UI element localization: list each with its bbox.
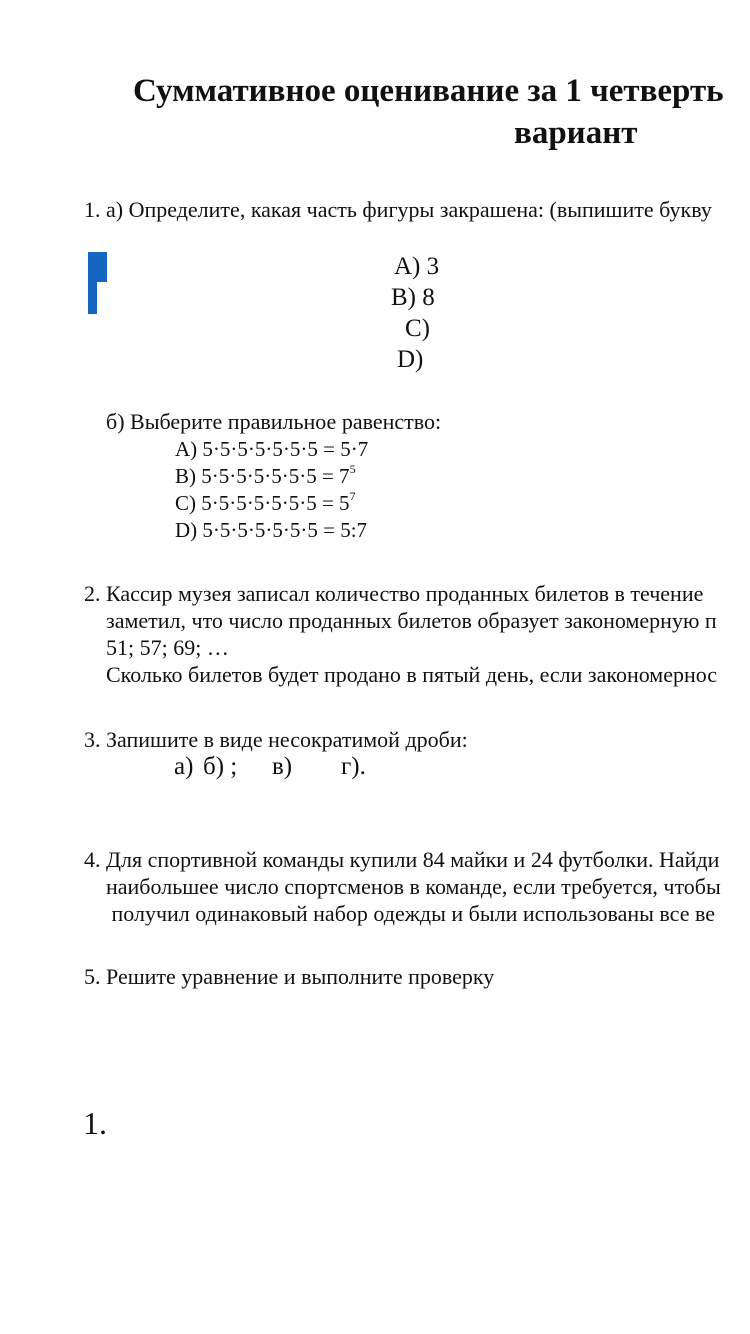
q5-number: 5. bbox=[84, 964, 101, 989]
q1-b-prompt: б) Выберите правильное равенство: bbox=[106, 409, 442, 434]
q1-b-option-d: D) 5·5·5·5·5·5·5 = 5:7 bbox=[175, 518, 368, 542]
q2-line-4: Сколько билетов будет продано в пятый день, если закономернос bbox=[106, 662, 718, 687]
q2-line-2: заметил, что число проданных билетов образует закономерную п bbox=[106, 608, 717, 633]
q1-figure bbox=[88, 252, 110, 314]
q3-number: 3. bbox=[84, 727, 101, 752]
figure-shaded-bottom bbox=[88, 282, 97, 314]
q3-part-c: в) bbox=[272, 753, 293, 780]
q1-number: 1. bbox=[84, 197, 101, 222]
q4-line-2: наибольшее число спортсменов в команде, если требуется, чтобы bbox=[106, 874, 721, 899]
q1-b-option-a: A) 5·5·5·5·5·5·5 = 5·7 bbox=[175, 437, 369, 461]
q1-b-option-c: C) $5\cdot 5\cdot 5\cdot 5\cdot 5\cdot 5\cdot 5 = 5^7$ bbox=[175, 489, 356, 515]
q1-b-option-b: B) $5\cdot 5\cdot 5\cdot 5\cdot 5\cdot 5\cdot 5 = 7^5$ bbox=[175, 462, 356, 488]
q1-option-a: A) 3 bbox=[394, 253, 440, 280]
q5-prompt: Решите уравнение и выполните проверку bbox=[106, 964, 495, 989]
q3-part-d: г). bbox=[341, 753, 366, 780]
title-line-1: Суммативное оценивание за 1 четверть bbox=[133, 73, 724, 109]
q4-number: 4. bbox=[84, 847, 101, 872]
q4-line-3: получил одинаковый набор одежды и были использованы все ве bbox=[106, 901, 715, 926]
figure-shaded-top bbox=[88, 252, 107, 282]
q1-option-b: B) 8 bbox=[391, 284, 435, 311]
q2-line-1: Кассир музея записал количество проданных билетов в течение bbox=[106, 581, 704, 606]
q4-line-1: Для спортивной команды купили 84 майки и 24 футболки. Найди bbox=[106, 847, 720, 872]
q2-number: 2. bbox=[84, 581, 101, 606]
q3-part-b: б) ; bbox=[203, 753, 238, 780]
q1-option-d: D) bbox=[397, 346, 424, 373]
q1-option-c: C) bbox=[405, 315, 430, 342]
title-line-2: вариант bbox=[514, 115, 638, 151]
q2-line-3: 51; 57; 69; … bbox=[106, 635, 229, 660]
q1-prompt: а) Определите, какая часть фигуры закрашена: (выпишите букву bbox=[106, 197, 712, 222]
q3-prompt: Запишите в виде несократимой дроби: bbox=[106, 727, 468, 752]
q3-part-a: а) bbox=[174, 753, 194, 780]
bottom-number: 1. bbox=[83, 1105, 107, 1141]
